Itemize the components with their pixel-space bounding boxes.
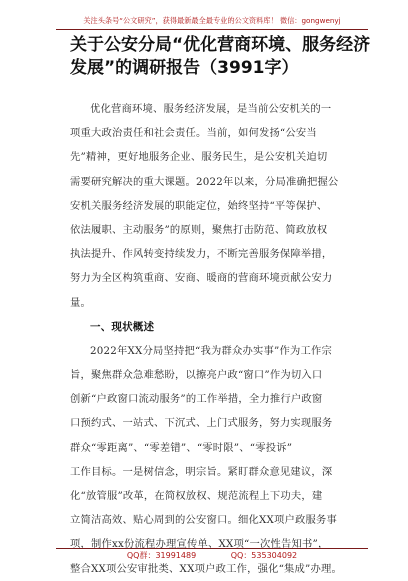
header-banner-text: 关注头条号“公文研究”，获得最新最全最专业的公文资料库！ 微信：gongwenyj: [83, 16, 341, 25]
section-line: 口预约式、一站式、下沉式、上门式服务，努力实现服务: [70, 417, 333, 430]
section-line: 工作目标。一是树信念，明宗旨。紧盯群众意见建议，深: [70, 465, 333, 478]
body-line: 量。: [70, 296, 91, 309]
body-line: 需要研究解决的重大课题。2022年以来，分局准确把握公: [70, 175, 339, 188]
section-line: 旨，聚焦群众急难愁盼，以擦亮户政“窗口”作为切入口: [70, 369, 323, 382]
section-line: 整合XX项公安审批类、XX项户政工作，强化“集成”办理。: [70, 562, 342, 575]
footer-qq: QQ：535304092: [230, 551, 298, 560]
document-body: [70, 97, 362, 581]
body-line: 优化营商环境、服务经济发展，是当前公安机关的一: [90, 103, 332, 115]
body-line: 努力为全区构筑重商、安商、暖商的营商环境贡献公安力: [70, 272, 333, 285]
document-title: [70, 34, 370, 80]
section-line: 立简洁高效、贴心周到的公安窗口。细化XX项户政服务事: [70, 514, 337, 527]
section-line: 创新“户政窗口流动服务”的工作举措，全力推行户政窗: [70, 393, 323, 406]
body-line: 安机关服务经济发展的职能定位，始终坚持“平等保护、: [70, 199, 328, 212]
footer-qq-group: QQ群：31991489: [126, 551, 197, 560]
section-line: 项，制作xx份流程办理宣传单、XX项“一次性告知书”，: [70, 538, 329, 551]
body-line: 执法提升、作风转变持续发力，不断完善服务保障举措，: [70, 248, 333, 261]
body-line: 项重大政治责任和社会责任。当前，如何发扬“公安当: [70, 127, 317, 140]
section-heading: 一、现状概述: [90, 320, 155, 333]
section-line: 群众“零距离”、“零差错”、“零时限”、“零投诉”: [70, 441, 293, 454]
footer-contact-bar: [56, 548, 368, 563]
body-line: 先”精神，更好地服务企业、服务民生，是公安机关迫切: [70, 151, 328, 164]
section-line: 化“放管服”改革，在简权放权、规范流程上下功夫，建: [70, 490, 323, 502]
title-line-2: 发展”的调研报告（3991字）: [70, 58, 299, 78]
header-banner: [56, 15, 368, 30]
body-line: 依法履职、主动服务”的原则，聚焦打击防范、简政放权: [70, 223, 328, 236]
title-line-1: 关于公安分局“优化营商环境、服务经济: [70, 35, 371, 55]
section-line: 2022年XX分局坚持把“我为群众办实事”作为工作宗: [90, 344, 332, 357]
